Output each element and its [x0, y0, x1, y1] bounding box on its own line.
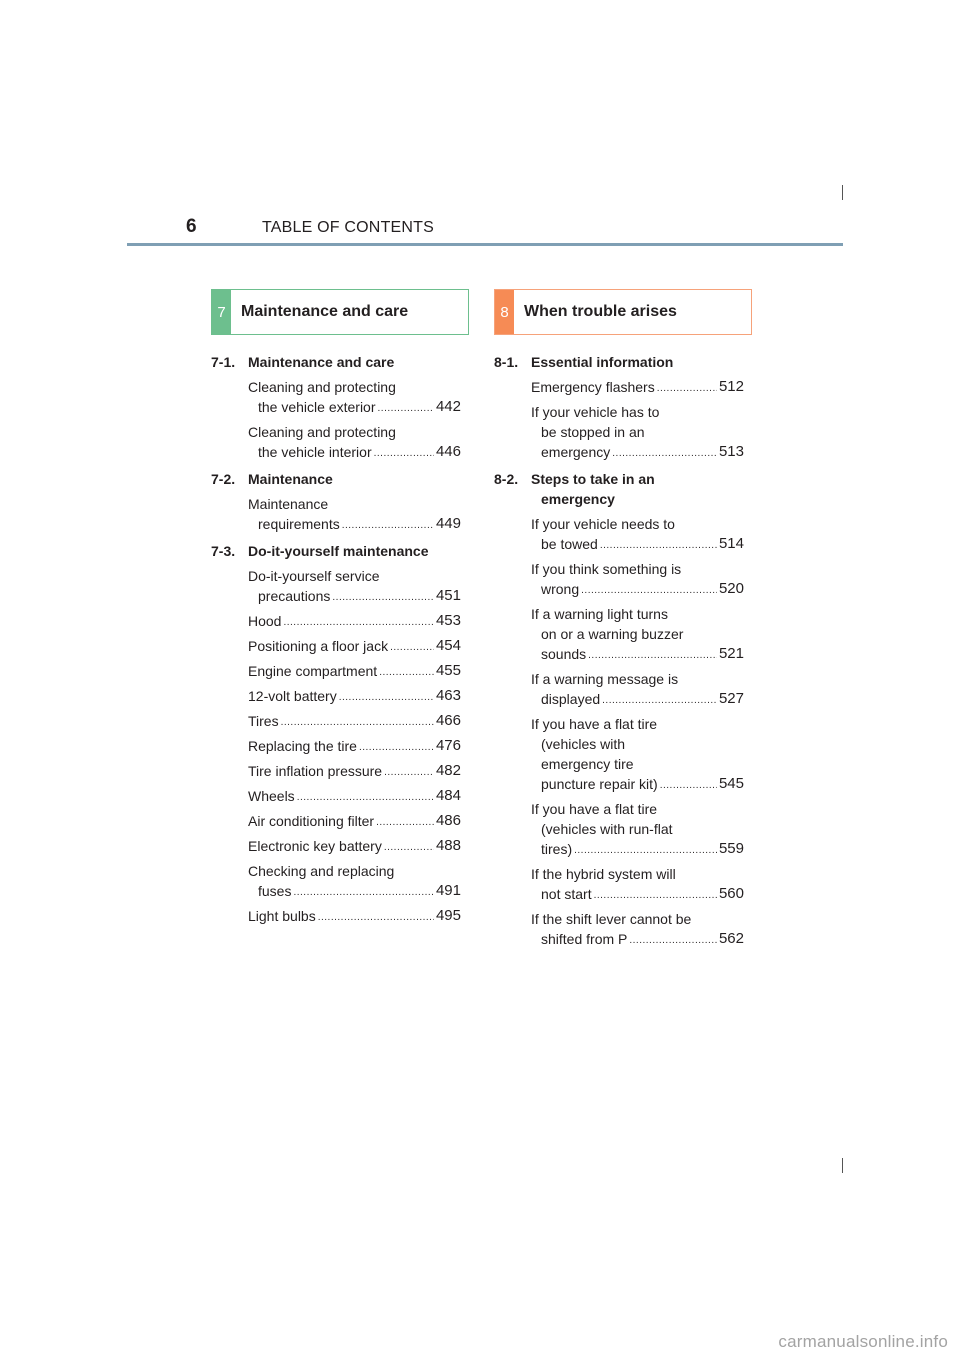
toc-entry-text: If the shift lever cannot be [531, 911, 692, 927]
toc-entry-last-line [531, 579, 744, 599]
toc-page-number: 466 [435, 712, 461, 729]
toc-entry-text: precautions [258, 588, 331, 604]
toc-entry-text: emergency tire [541, 756, 634, 772]
dot-leader [384, 765, 434, 781]
subsection-title [248, 541, 461, 561]
toc-entry-last-line [248, 711, 461, 731]
toc-entry-last-line [531, 929, 744, 949]
dot-leader [581, 583, 717, 599]
toc-entry-last-line [531, 644, 744, 664]
toc-entry-last-line [248, 586, 461, 606]
toc-page-number: 455 [435, 662, 461, 679]
toc-entry[interactable] [211, 661, 461, 681]
toc-entry-last-line [531, 774, 744, 794]
toc-entry-text: emergency [541, 444, 611, 460]
toc-page-number: 512 [718, 378, 744, 395]
dot-leader [297, 790, 434, 806]
toc-entry-text: requirements [258, 516, 340, 532]
dot-leader [359, 740, 434, 756]
toc-entry-text: Emergency flashers [531, 379, 655, 395]
section-7-contents [211, 352, 461, 926]
header-rule [127, 243, 843, 246]
toc-page-number: 454 [435, 637, 461, 654]
toc-page-number: 486 [435, 812, 461, 829]
toc-entry-text: fuses [258, 883, 292, 899]
toc-entry-text: tires) [541, 841, 573, 857]
toc-entry-text: Maintenance [248, 496, 329, 512]
subsection-heading [211, 352, 461, 372]
dot-leader [384, 840, 434, 856]
toc-entry-text: Tire inflation pressure [248, 763, 383, 779]
toc-entry-last-line [248, 636, 461, 656]
toc-entry-text: Tires [248, 713, 279, 729]
dot-leader [293, 885, 434, 901]
toc-entry-last-line [248, 686, 461, 706]
toc-entry-last-line [248, 514, 461, 534]
subsection-title-line: Steps to take in an [531, 471, 655, 487]
toc-entry-last-line [531, 839, 744, 859]
toc-entry-text: be towed [541, 536, 598, 552]
subsection-code: 8-2. [494, 471, 519, 487]
toc-page-number: 484 [435, 787, 461, 804]
toc-page-number: 453 [435, 612, 461, 629]
subsection-title-line: Essential information [531, 354, 674, 370]
toc-entry-last-line [248, 881, 461, 901]
toc-entry-last-line [531, 689, 744, 709]
toc-entry-text: Checking and replacing [248, 863, 395, 879]
page-title: TABLE OF CONTENTS [262, 219, 435, 236]
toc-entry-text: 12-volt battery [248, 688, 337, 704]
toc-page-number: 559 [718, 840, 744, 857]
toc-page-number: 491 [435, 882, 461, 899]
toc-entry[interactable] [211, 836, 461, 856]
section-title: When trouble arises [524, 303, 677, 320]
toc-entry-text: If a warning light turns [531, 606, 668, 622]
toc-entry-text: If your vehicle needs to [531, 516, 675, 532]
toc-entry-text: (vehicles with [541, 736, 626, 752]
toc-entry[interactable] [211, 786, 461, 806]
subsection-code: 7-3. [211, 543, 236, 559]
toc-entry-last-line [248, 661, 461, 681]
dot-leader [318, 910, 434, 926]
dot-leader [339, 690, 434, 706]
toc-entry-last-line [248, 611, 461, 631]
toc-entry-text: (vehicles with run-flat [541, 821, 673, 837]
toc-entry[interactable] [494, 559, 744, 599]
toc-entry-text: Light bulbs [248, 908, 316, 924]
toc-entry-last-line [531, 884, 744, 904]
subsection-heading [211, 469, 461, 489]
toc-entry[interactable] [211, 906, 461, 926]
subsection-heading [211, 541, 461, 561]
dot-leader [602, 693, 717, 709]
section-7-heading [211, 289, 469, 335]
subsection-title [531, 469, 744, 509]
dot-leader [379, 665, 434, 681]
dot-leader [342, 518, 434, 534]
toc-entry-text: If you have a flat tire [531, 801, 658, 817]
toc-entry-text: not start [541, 886, 592, 902]
toc-entry[interactable] [211, 377, 461, 417]
toc-page-number: 520 [718, 580, 744, 597]
toc-entry-text: wrong [541, 581, 580, 597]
dot-leader [594, 888, 717, 904]
toc-entry[interactable] [494, 669, 744, 709]
toc-page-number: 442 [435, 398, 461, 415]
dot-leader [660, 778, 717, 794]
dot-leader [281, 715, 434, 731]
toc-page-number: 446 [435, 443, 461, 460]
section-title: Maintenance and care [241, 303, 409, 320]
subsection-code: 7-1. [211, 354, 236, 370]
toc-page-number: 463 [435, 687, 461, 704]
dot-leader [332, 590, 434, 606]
crop-mark-bottom [842, 1158, 843, 1173]
toc-entry-text: Air conditioning filter [248, 813, 375, 829]
toc-entry-last-line [531, 377, 744, 397]
toc-entry-last-line [248, 786, 461, 806]
toc-entry[interactable] [494, 799, 744, 859]
watermark: carmanualsonline.info [778, 1332, 948, 1351]
toc-entry[interactable] [494, 402, 744, 462]
toc-page-number: 451 [435, 587, 461, 604]
toc-entry[interactable] [494, 714, 744, 794]
toc-entry-text: If your vehicle has to [531, 404, 660, 420]
subsection-heading [494, 352, 744, 372]
toc-entry-last-line [248, 761, 461, 781]
toc-page-number: 449 [435, 515, 461, 532]
section-number: 8 [495, 290, 514, 334]
toc-entry[interactable] [494, 864, 744, 904]
subsection-code: 7-2. [211, 471, 236, 487]
toc-entry[interactable] [211, 422, 461, 462]
toc-entry-last-line [248, 736, 461, 756]
toc-entry-text: Wheels [248, 788, 295, 804]
toc-page-number: 562 [718, 930, 744, 947]
toc-entry-last-line [248, 397, 461, 417]
toc-entry-text: sounds [541, 646, 587, 662]
subsection-code: 8-1. [494, 354, 519, 370]
toc-entry-text: displayed [541, 691, 601, 707]
toc-entry-last-line [248, 442, 461, 462]
toc-entry[interactable] [211, 494, 461, 534]
toc-entry[interactable] [211, 736, 461, 756]
toc-entry-text: the vehicle interior [258, 444, 372, 460]
dot-leader [600, 538, 717, 554]
subsection-heading [494, 469, 744, 509]
dot-leader [629, 933, 717, 949]
subsection-title-line: Maintenance and care [248, 354, 395, 370]
toc-page-number: 513 [718, 443, 744, 460]
subsection-title-line: emergency [541, 491, 615, 507]
toc-page-number: 521 [718, 645, 744, 662]
toc-entry-text: Hood [248, 613, 282, 629]
toc-entry-text: If you think something is [531, 561, 682, 577]
toc-page-number: 527 [718, 690, 744, 707]
toc-entry-text: shifted from P [541, 931, 628, 947]
toc-entry-text: If you have a flat tire [531, 716, 658, 732]
subsection-title [531, 352, 744, 372]
toc-entry-text: If the hybrid system will [531, 866, 676, 882]
subsection-title [248, 469, 461, 489]
dot-leader [612, 446, 717, 462]
toc-entry-text: Do-it-yourself service [248, 568, 380, 584]
subsection-title-line: Do-it-yourself maintenance [248, 543, 429, 559]
toc-entry-last-line [248, 906, 461, 926]
toc-entry-last-line [531, 442, 744, 462]
toc-entry-text: Cleaning and protecting [248, 379, 396, 395]
dot-leader [376, 815, 434, 831]
toc-entry[interactable] [494, 604, 744, 664]
section-8-contents [494, 352, 744, 949]
toc-page-number: 495 [435, 907, 461, 924]
dot-leader [378, 401, 434, 417]
toc-entry[interactable] [494, 514, 744, 554]
toc-page-number: 476 [435, 737, 461, 754]
toc-entry-text: Engine compartment [248, 663, 378, 679]
toc-entry-last-line [248, 811, 461, 831]
toc-entry-text: the vehicle exterior [258, 399, 376, 415]
toc-entry-text: Replacing the tire [248, 738, 357, 754]
toc-entry-text: on or a warning buzzer [541, 626, 684, 642]
toc-entry[interactable] [211, 611, 461, 631]
toc-entry-text: If a warning message is [531, 671, 679, 687]
toc-page-number: 560 [718, 885, 744, 902]
toc-entry-text: puncture repair kit) [541, 776, 658, 792]
section-8-heading [494, 289, 752, 335]
toc-entry-text: be stopped in an [541, 424, 645, 440]
subsection-title [248, 352, 461, 372]
toc-page-number: 545 [718, 775, 744, 792]
toc-entry-last-line [248, 836, 461, 856]
toc-entry[interactable] [211, 636, 461, 656]
toc-entry[interactable] [211, 861, 461, 901]
toc-entry-text: Cleaning and protecting [248, 424, 396, 440]
toc-entry-text: Electronic key battery [248, 838, 382, 854]
toc-entry-last-line [531, 534, 744, 554]
toc-entry[interactable] [211, 711, 461, 731]
section-number: 7 [212, 290, 231, 334]
dot-leader [283, 615, 434, 631]
dot-leader [588, 648, 717, 664]
toc-page-number: 482 [435, 762, 461, 779]
toc-entry[interactable] [494, 909, 744, 949]
toc-entry-text: Positioning a floor jack [248, 638, 389, 654]
toc-entry[interactable] [211, 811, 461, 831]
dot-leader [657, 381, 717, 397]
toc-page-number: 514 [718, 535, 744, 552]
dot-leader [390, 640, 434, 656]
toc-entry[interactable] [494, 377, 744, 397]
page-number: 6 [186, 216, 197, 237]
subsection-title-line: Maintenance [248, 471, 333, 487]
toc-entry[interactable] [211, 686, 461, 706]
dot-leader [374, 446, 434, 462]
toc-entry[interactable] [211, 566, 461, 606]
crop-mark-top [842, 185, 843, 200]
toc-entry[interactable] [211, 761, 461, 781]
toc-page-number: 488 [435, 837, 461, 854]
dot-leader [574, 843, 717, 859]
